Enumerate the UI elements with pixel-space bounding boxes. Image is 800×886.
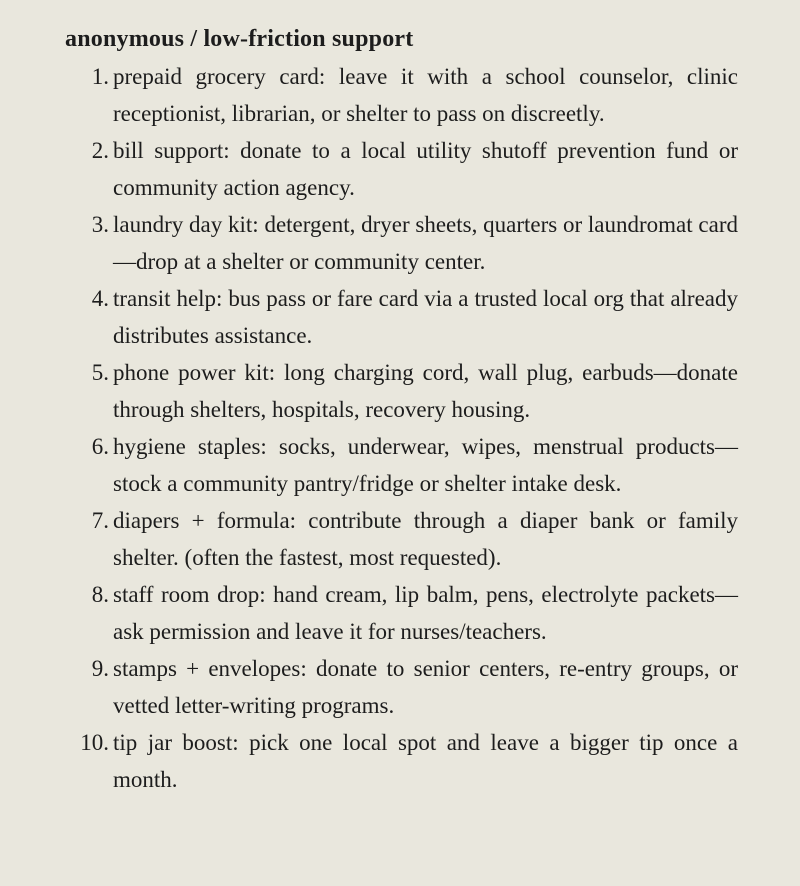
list-item: stamps + envelopes: donate to senior centers, re-entry groups, or vetted letter-writing programs. — [113, 656, 738, 718]
list-item: tip jar boost: pick one local spot and leave a bigger tip once a month. — [113, 730, 738, 792]
support-list — [65, 58, 738, 798]
list-item: bill support: donate to a local utility shutoff prevention fund or community action agency. — [113, 138, 738, 200]
list-item: laundry day kit: detergent, dryer sheets, quarters or laundromat card—drop at a shelter or community center. — [113, 212, 738, 274]
list-item: hygiene staples: socks, underwear, wipes, menstrual products—stock a community pantry/fridge or shelter intake desk. — [113, 434, 738, 496]
list-item: transit help: bus pass or fare card via a trusted local org that already distributes assistance. — [113, 286, 738, 348]
list-item: phone power kit: long charging cord, wall plug, earbuds—donate through shelters, hospitals, recovery housing. — [113, 360, 738, 422]
page-title: anonymous / low-friction support — [65, 26, 414, 52]
list-item: prepaid grocery card: leave it with a school counselor, clinic receptionist, librarian, or shelter to pass on discreetly. — [113, 64, 738, 126]
list-item: diapers + formula: contribute through a diaper bank or family shelter. (often the fastest, most requested). — [113, 508, 738, 570]
list-item: staff room drop: hand cream, lip balm, pens, electrolyte packets—ask permission and leave it for nurses/teachers. — [113, 582, 738, 644]
